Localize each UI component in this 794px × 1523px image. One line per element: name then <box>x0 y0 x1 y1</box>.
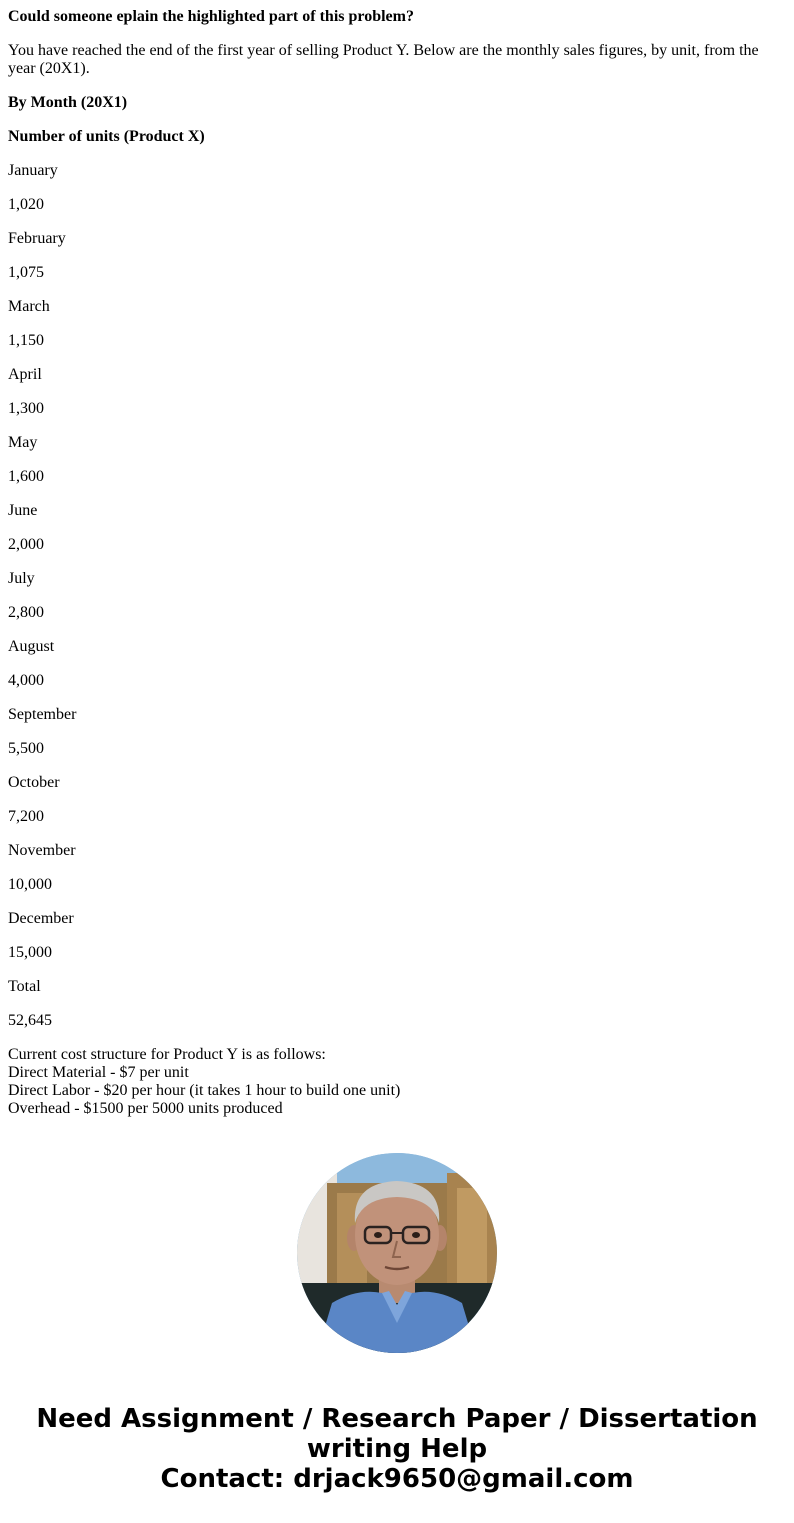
units-value: 1,020 <box>8 196 44 213</box>
question-title: Could someone eplain the highlighted part of this problem? <box>8 8 414 25</box>
units-value: 1,300 <box>8 400 44 417</box>
cost-intro: Current cost structure for Product Y is as follows: <box>8 1046 326 1063</box>
units-value: 7,200 <box>8 808 44 825</box>
units-value: 1,600 <box>8 468 44 485</box>
cost-labor: Direct Labor - $20 per hour (it takes 1 hour to build one unit) <box>8 1082 401 1099</box>
month-label: November <box>8 842 76 859</box>
month-label: August <box>8 638 55 655</box>
header-units: Number of units (Product X) <box>8 128 205 145</box>
total-label: Total <box>8 978 41 995</box>
promo-contact: Contact: drjack9650@gmail.com <box>160 1464 634 1494</box>
month-label: January <box>8 162 58 179</box>
month-label: June <box>8 502 38 519</box>
month-label: July <box>8 570 35 587</box>
month-label: May <box>8 434 38 451</box>
header-month: By Month (20X1) <box>8 94 128 111</box>
units-value: 5,500 <box>8 740 44 757</box>
units-value: 15,000 <box>8 944 52 961</box>
avatar-portrait-icon <box>297 1153 497 1353</box>
units-value: 4,000 <box>8 672 44 689</box>
units-value: 2,000 <box>8 536 44 553</box>
total-value: 52,645 <box>8 1012 52 1029</box>
units-value: 1,075 <box>8 264 44 281</box>
cost-structure <box>8 1046 786 1118</box>
units-value: 2,800 <box>8 604 44 621</box>
cost-material: Direct Material - $7 per unit <box>8 1064 189 1081</box>
units-value: 1,150 <box>8 332 44 349</box>
month-label: April <box>8 366 42 383</box>
cost-overhead: Overhead - $1500 per 5000 units produced <box>8 1100 283 1117</box>
month-label: October <box>8 774 60 791</box>
author-avatar <box>297 1153 497 1353</box>
promo-line-2: writing Help <box>306 1434 488 1464</box>
intro-paragraph: You have reached the end of the first year of selling Product Y. Below are the monthly sales figures, by unit, from the year (20X1). <box>8 42 759 77</box>
month-label: September <box>8 706 77 723</box>
promo-line-1: Need Assignment / Research Paper / Dissertation <box>36 1404 758 1434</box>
units-value: 10,000 <box>8 876 52 893</box>
month-label: March <box>8 298 50 315</box>
month-label: December <box>8 910 74 927</box>
month-label: February <box>8 230 66 247</box>
promo-banner <box>0 1404 794 1494</box>
